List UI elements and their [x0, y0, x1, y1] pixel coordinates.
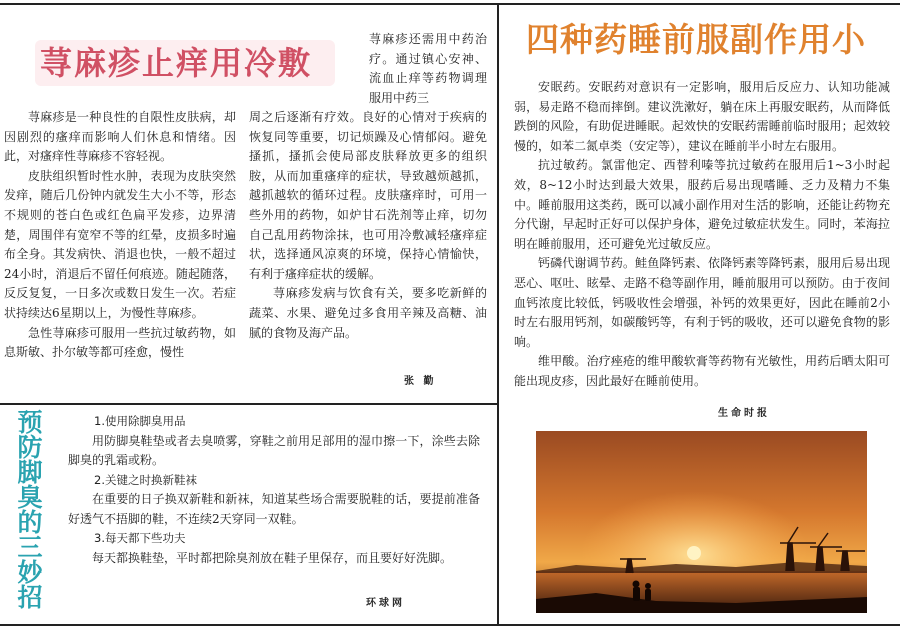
title-char: 预 [17, 408, 43, 437]
title-char: 妙 [17, 558, 43, 587]
tip-body: 在重要的日子换双新鞋和新袜，知道某些场合需要脱鞋的话，要提前准备好透气不捂脚的鞋，不连续2天穿同一双鞋。 [68, 492, 480, 526]
medicine-article-body [514, 78, 890, 392]
tip-heading: 3.每天都下些功夫 [94, 531, 186, 545]
title-char: 招 [17, 583, 43, 612]
tip-heading: 1.使用除脚臭用品 [94, 414, 186, 428]
paragraph: 荨麻疹发病与饮食有关，要多吃新鲜的蔬菜、水果、避免过多食用辛辣及高糖、油腻的食物及海产品。 [249, 286, 487, 340]
paragraph: 急性荨麻疹可服用一些抗过敏药物，如息斯敏、扑尔敏等都可痊愈，慢性 [4, 325, 236, 360]
paragraph: 安眠药。安眠药对意识有一定影响，服用后反应力、认知功能减弱，易走路不稳而摔倒。建议洗漱好，躺在床上再服安眠药，从而降低跌倒的风险，有助促进睡眠。起效快的安眠药需睡前临时服用；起效较慢的，如苯二氮卓类（安定等），建议在睡前半小时左右服用。 [514, 80, 890, 153]
paragraph: 抗过敏药。氯雷他定、西替利嗪等抗过敏药在服用后1~3小时起效，8~12小时达到最大效果，服药后易出现嗜睡、乏力及精力不集中。睡前服用这类药，既可以减小副作用对生活的影响，还能让药物充分代谢，早起时正好可以保护身体，避免过敏症状发生。同时，苯海拉明在睡前服用，还可避免光过敏反应。 [514, 158, 890, 251]
author-signature: 张 勤 [404, 376, 437, 387]
tip-body: 用防脚臭鞋垫或者去臭喷雾，穿鞋之前用足部用的湿巾擦一下，涂些去除脚臭的乳霜或粉。 [68, 433, 480, 467]
column-divider [497, 3, 499, 625]
hives-article-col2 [249, 108, 487, 343]
paragraph: 皮肤组织暂时性水肿，表现为皮肤突然发痒，随后几份钟内就发生大小不等，形态不规则的苍白色或红色扁平发疹，边界清楚，周围伴有宽窄不等的红晕，皮损多时遍布全身。其发病快、消退也快，一般不超过24小时，消退后不留任何痕迹。随起随落，反反复复，一日多次或数日发生一次。若症状持续达6星期以上，为慢性荨麻疹。 [4, 168, 236, 320]
paragraph: 维甲酸。治疗痤疮的维甲酸软膏等药物有光敏性，用药后晒太阳可能出现皮疹，因此最好在睡前使用。 [514, 354, 890, 388]
source-signature: 环球网 [366, 598, 405, 609]
hives-article-col1 [4, 108, 236, 363]
foot-odor-title [12, 410, 48, 610]
title-char: 臭 [17, 483, 43, 512]
sunset-harbor-photo [536, 431, 867, 613]
title-char: 三 [17, 533, 43, 562]
medicine-article-title: 四种药睡前服副作用小 [526, 20, 866, 59]
title-char: 防 [17, 433, 43, 462]
paragraph: 荨麻疹是一种良性的自限性皮肤病，却因剧烈的瘙痒而影响人们休息和情绪。因此，对瘙痒性荨麻疹不容轻视。 [4, 110, 236, 164]
foot-odor-tips [68, 412, 480, 568]
title-char: 脚 [17, 458, 43, 487]
tip-body: 每天都换鞋垫，平时都把除臭剂放在鞋子里保存，而且要好好洗脚。 [92, 550, 453, 565]
tip-heading: 2.关键之时换新鞋袜 [94, 472, 197, 487]
bottom-rule [0, 624, 900, 626]
section-divider [0, 403, 497, 405]
title-char: 的 [17, 508, 43, 537]
top-rule [0, 3, 900, 5]
hives-article-title: 荨麻疹止痒用冷敷 [40, 44, 313, 82]
hives-article-col2-top: 荨麻疹还需用中药治疗。通过镇心安神、流血止痒等药物调理服用中药三 [369, 32, 487, 105]
paragraph: 周之后逐渐有疗效。良好的心情对于疾病的恢复同等重要，切记烦躁及心情郁闷。避免搔抓，搔抓会使局部皮肤释放更多的组织胺，从而加重瘙痒的症状，导致越烦越抓，越抓越软的循环过程。皮肤瘙痒时，可用一些外用的药物，如炉甘石洗剂等止痒，切勿自己乱用药物涂抹，也可用冷敷减轻瘙痒症状，选择通风凉爽的环境，保持心情愉快，有利于瘙痒症状的缓解。 [249, 110, 487, 281]
paragraph: 钙磷代谢调节药。鲑鱼降钙素、依降钙素等降钙素，服用后易出现恶心、呕吐、眩晕、走路不稳等副作用，睡前服用可以预防。由于夜间血钙浓度比较低，钙吸收性会增强，补钙的效果更好，因此在睡前2小时左右服用钙剂，如碳酸钙等，有利于钙的吸收，还可以避免食物的影响。 [514, 256, 890, 349]
source-signature: 生命时报 [718, 408, 770, 419]
